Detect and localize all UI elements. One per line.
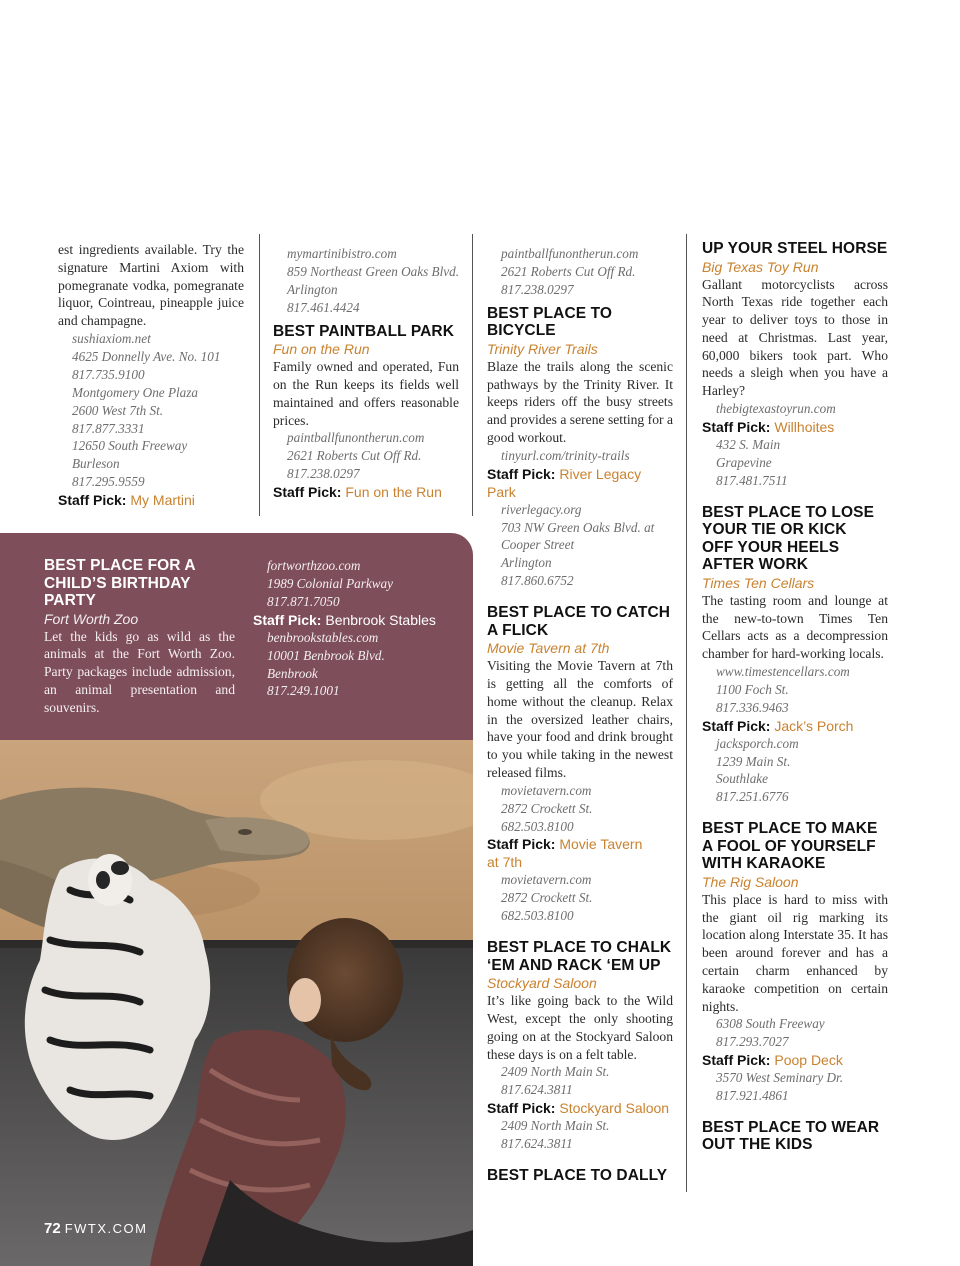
- address-line: 2409 North Main St.: [501, 1118, 610, 1134]
- staff-pick-continued: at 7th: [487, 854, 523, 871]
- staff-pick: Staff Pick: My Martini: [58, 492, 195, 509]
- address-line: Burleson: [72, 456, 120, 472]
- address-line: Arlington: [287, 281, 338, 297]
- address-line: 1100 Foch St.: [716, 681, 789, 697]
- address-line: 2621 Roberts Cut Off Rd.: [501, 263, 636, 279]
- address-line: 817.249.1001: [267, 683, 340, 699]
- column-3: [487, 245, 673, 1184]
- address-line: Cooper Street: [501, 537, 575, 553]
- winner-name: Fun on the Run: [273, 341, 370, 358]
- staff-pick: Staff Pick: River Legacy Park: [487, 465, 642, 500]
- address-line: paintballfunontherun.com: [287, 430, 425, 446]
- body-text: Let the kids go as wild as the animals at the Fort Worth Zoo. Party packages include admission, an animal presentation and souvenirs.: [44, 628, 235, 715]
- address-line: 3570 West Seminary Dr.: [716, 1070, 843, 1086]
- address-line: movietavern.com: [501, 872, 592, 888]
- body-text: Blaze the trails along the scenic pathways by the Trinity River. It keeps riders off the busy streets and provides a serene setting for a good workout.: [487, 358, 673, 445]
- address-line: tinyurl.com/trinity-trails: [501, 447, 630, 463]
- address-line: 817.336.9463: [716, 699, 789, 715]
- address-line: 817.921.4861: [716, 1088, 789, 1104]
- address-line: 1989 Colonial Parkway: [267, 575, 394, 591]
- section-heading: BEST PLACE TO DALLY: [487, 1166, 668, 1184]
- band-right: [253, 557, 463, 700]
- address-block: [253, 629, 463, 701]
- band-left: [44, 557, 235, 716]
- address-line: 817.871.7050: [267, 593, 340, 609]
- winner-name: Trinity River Trails: [487, 340, 598, 357]
- address-line: 817.624.3811: [501, 1136, 573, 1152]
- column-1: [58, 241, 244, 509]
- address-block: [487, 782, 673, 836]
- column-rule: [472, 234, 473, 516]
- section-heading: BEST PLACE TO CHALK ‘EM AND RACK ‘EM UP: [487, 939, 672, 974]
- address-block: [58, 330, 244, 491]
- address-block: [702, 735, 888, 807]
- body-text: Family owned and operated, Fun on the Run keeps its fields well maintained and offers reasonable prices.: [273, 359, 459, 428]
- winner-name: Stockyard Saloon: [487, 975, 597, 992]
- staff-pick: Staff Pick: Willhoites: [702, 418, 835, 435]
- address-line: Arlington: [501, 555, 552, 571]
- staff-pick: Staff Pick: Jack’s Porch: [702, 717, 854, 734]
- body-text: Gallant motorcyclists across North Texas ride together each year to deliver toys to those in need at Christmas. Last year, 60,000 bikers took part. Who needs a sleigh when you have a Harley?: [702, 276, 888, 399]
- address-line: 682.503.8100: [501, 908, 574, 924]
- address-line: 817.735.9100: [72, 366, 145, 382]
- staff-pick: Staff Pick: Stockyard Saloon: [487, 1100, 670, 1117]
- address-line: 6308 South Freeway: [716, 1016, 825, 1032]
- staff-pick: Staff Pick: Poop Deck: [702, 1052, 843, 1069]
- address-line: Grapevine: [716, 454, 772, 470]
- section-heading: BEST PAINTBALL PARK: [273, 322, 455, 340]
- section-heading: BEST PLACE TO CATCH A FLICK: [487, 604, 671, 639]
- photo-illustration: [0, 740, 473, 1266]
- feature-band: [0, 533, 473, 740]
- section-heading: UP YOUR STEEL HORSE: [702, 240, 888, 257]
- address-line: jacksporch.com: [716, 735, 799, 751]
- address-line: www.timestencellars.com: [716, 663, 850, 679]
- photo-komodo-dragon-girl: [0, 740, 473, 1266]
- address-line: 432 S. Main: [716, 436, 781, 452]
- section-heading: BEST PLACE TO MAKE A FOOL OF YOURSELF WITH KARAOKE: [702, 820, 878, 873]
- address-block: [273, 429, 459, 483]
- address-block: [487, 871, 673, 925]
- winner-name: Times Ten Cellars: [702, 574, 815, 591]
- body-text: Visiting the Movie Tavern at 7th is getting all the comforts of home without the cleanup. Relax in the oversized leather chairs, have your food and drink brought to you while taking in the newest released films.: [487, 658, 673, 780]
- site-name: FWTX.COM: [64, 1221, 148, 1236]
- address-line: benbrookstables.com: [267, 629, 379, 645]
- address-block: [702, 400, 888, 418]
- address-line: 817.295.9559: [72, 474, 145, 490]
- winner-name: Movie Tavern at 7th: [487, 640, 610, 657]
- staff-pick: Staff Pick: Benbrook Stables: [253, 611, 436, 628]
- address-line: 703 NW Green Oaks Blvd. at: [501, 519, 655, 535]
- address-line: fortworthzoo.com: [267, 558, 361, 573]
- section-heading: BEST PLACE FOR A CHILD’S BIRTHDAY PARTY: [44, 557, 196, 609]
- winner-name: Fort Worth Zoo: [44, 610, 139, 627]
- address-block: [487, 447, 673, 465]
- address-line: 817.238.0297: [287, 466, 360, 482]
- winner-name: The Rig Saloon: [702, 873, 799, 890]
- address-block: [487, 501, 673, 591]
- staff-pick: Staff Pick: Movie Tavern: [487, 836, 643, 853]
- address-line: 817.877.3331: [72, 420, 145, 436]
- address-line: 682.503.8100: [501, 818, 574, 834]
- address-line: 2409 North Main St.: [501, 1064, 610, 1080]
- address-line: 817.481.7511: [716, 472, 788, 488]
- address-line: thebigtexastoyrun.com: [716, 401, 836, 417]
- address-line: 817.251.6776: [716, 789, 789, 805]
- page-folio: [44, 1220, 147, 1238]
- address-line: 817.624.3811: [501, 1082, 573, 1098]
- body-text: This place is hard to miss with the giant oil rig marking its location along Interstate 35. It has been around forever and has a certain charm enhanced by karaoke competition on certain nights.: [702, 891, 888, 1014]
- address-line: 2872 Crockett St.: [501, 800, 593, 816]
- column-rule: [686, 234, 687, 1192]
- address-line: 817.461.4424: [287, 299, 360, 315]
- staff-pick: Staff Pick: Fun on the Run: [273, 484, 442, 501]
- address-block: [702, 1069, 888, 1105]
- address-line: riverlegacy.org: [501, 501, 582, 517]
- body-text: est ingredients available. Try the signature Martini Axiom with pomegranate vodka, pomegranate liquor, Cointreau, pineapple juice and champagne.: [58, 242, 244, 329]
- address-line: Montgomery One Plaza: [72, 384, 198, 400]
- page-number: 72: [44, 1220, 61, 1237]
- section-heading: BEST PLACE TO BICYCLE: [487, 304, 613, 340]
- address-line: 2872 Crockett St.: [501, 890, 593, 906]
- section-heading: BEST PLACE TO LOSE YOUR TIE OR KICK OFF YOUR HEELS AFTER WORK: [702, 503, 875, 574]
- address-line: 10001 Benbrook Blvd.: [267, 647, 385, 663]
- address-line: 12650 South Freeway: [72, 438, 188, 454]
- address-block: [253, 557, 463, 611]
- section-heading: BEST PLACE TO WEAR OUT THE KIDS: [702, 1118, 880, 1154]
- address-line: Benbrook: [267, 665, 318, 681]
- address-line: movietavern.com: [501, 782, 592, 798]
- address-block: [702, 1015, 888, 1051]
- body-text: The tasting room and lounge at the new-to-town Times Ten Cellars acts as a decompression chamber for hard-working locals.: [702, 592, 888, 662]
- address-block: [702, 436, 888, 490]
- winner-name: Big Texas Toy Run: [702, 258, 819, 275]
- address-block: [273, 245, 459, 317]
- column-rule: [259, 234, 260, 516]
- address-line: 817.238.0297: [501, 281, 574, 297]
- address-block: [702, 663, 888, 717]
- address-line: 859 Northeast Green Oaks Blvd.: [287, 263, 460, 279]
- address-line: 1239 Main St.: [716, 753, 791, 769]
- column-4: [702, 240, 888, 1154]
- address-line: 2621 Roberts Cut Off Rd.: [287, 448, 422, 464]
- address-block: [487, 245, 673, 299]
- body-text: It’s like going back to the Wild West, except the only shooting going on at the Stockyard Saloon these days is on a felt table.: [487, 993, 673, 1062]
- address-line: 2600 West 7th St.: [72, 402, 164, 418]
- column-2: [273, 245, 459, 501]
- address-block: [487, 1117, 673, 1153]
- address-block: [487, 1063, 673, 1099]
- address-line: 817.860.6752: [501, 573, 574, 589]
- address-line: sushiaxiom.net: [72, 330, 151, 346]
- address-line: 817.293.7027: [716, 1034, 789, 1050]
- address-line: Southlake: [716, 771, 769, 787]
- address-line: paintballfunontherun.com: [501, 246, 639, 261]
- address-line: 4625 Donnelly Ave. No. 101: [72, 348, 221, 364]
- address-line: mymartinibistro.com: [287, 246, 397, 261]
